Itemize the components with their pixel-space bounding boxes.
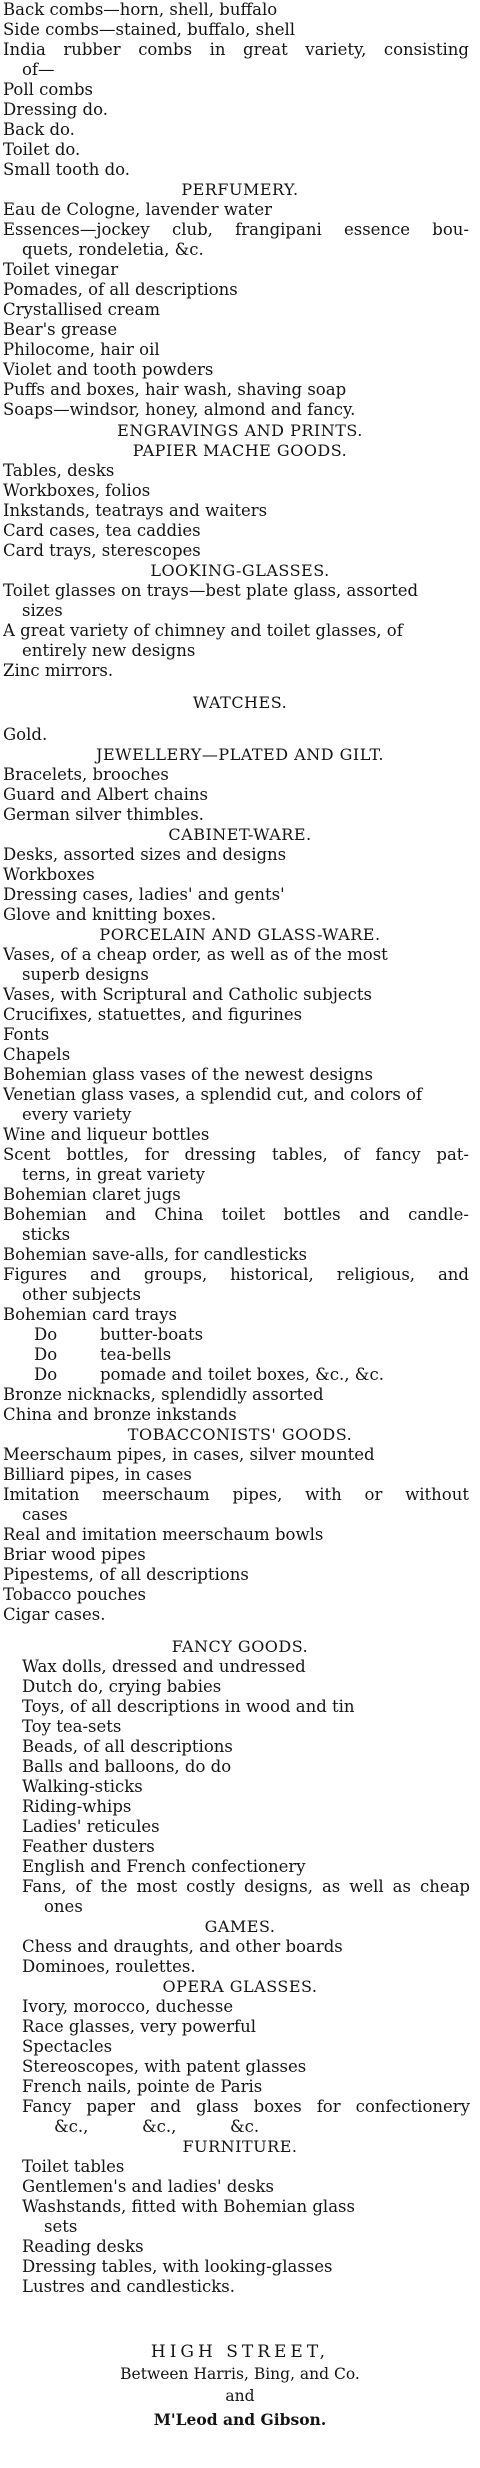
list-item: Vases, with Scriptural and Catholic subjects — [3, 985, 372, 1004]
section-heading-jewellery: JEWELLERY—PLATED AND GILT. — [96, 745, 384, 764]
list-item: every variety — [22, 1105, 132, 1124]
list-item: Venetian glass vases, a splendid cut, and colors of — [3, 1085, 423, 1104]
address-between: Between Harris, Bing, and Co. — [120, 2365, 360, 2383]
list-item: Bracelets, brooches — [3, 765, 169, 784]
list-item: Toilet vinegar — [3, 260, 119, 279]
list-item: Dressing tables, with looking-glasses — [22, 2257, 333, 2276]
list-item: Pipestems, of all descriptions — [3, 1565, 249, 1584]
list-item: Dutch do, crying babies — [22, 1677, 222, 1696]
address-firm: M'Leod and Gibson. — [153, 2410, 327, 2429]
list-item: Small tooth do. — [3, 160, 131, 179]
list-item: Desks, assorted sizes and designs — [3, 845, 287, 864]
list-item: Cigar cases. — [3, 1605, 106, 1624]
list-item: China and bronze inkstands — [3, 1405, 237, 1424]
list-item: Meerschaum pipes, in cases, silver mounted — [3, 1445, 375, 1464]
list-item: Balls and balloons, do do — [22, 1757, 232, 1776]
list-item: Fonts — [3, 1025, 50, 1044]
list-item: Pomades, of all descriptions — [3, 280, 238, 299]
list-item: sticks — [22, 1225, 71, 1244]
etc-mark: &c., — [142, 2117, 177, 2136]
list-item: Stereoscopes, with patent glasses — [22, 2057, 307, 2076]
list-item: Crystallised cream — [3, 300, 161, 319]
list-item: Spectacles — [22, 2037, 113, 2056]
list-item: Toilet do. — [3, 140, 81, 159]
list-item: Ivory, morocco, duchesse — [22, 1997, 234, 2016]
list-item: Eau de Cologne, lavender water — [3, 200, 273, 219]
list-item-text: tea-bells — [100, 1345, 172, 1364]
list-item: other subjects — [22, 1285, 141, 1304]
list-item: Workboxes — [3, 865, 95, 884]
list-item: Gentlemen's and ladies' desks — [22, 2177, 275, 2196]
list-item: Riding-whips — [22, 1797, 132, 1816]
list-item: Bohemian glass vases of the newest designs — [3, 1065, 373, 1084]
list-item: Ladies' reticules — [22, 1817, 160, 1836]
list-item: Toy tea-sets — [22, 1717, 122, 1736]
list-item: Wax dolls, dressed and undressed — [22, 1657, 306, 1676]
section-heading-looking-glasses: LOOKING-GLASSES. — [150, 561, 330, 580]
list-item: Guard and Albert chains — [3, 785, 208, 804]
section-heading-games: GAMES. — [204, 1917, 276, 1936]
list-item: entirely new designs — [22, 641, 196, 660]
section-heading-watches: WATCHES. — [192, 693, 288, 712]
section-heading-papier-mache: PAPIER MACHE GOODS. — [132, 441, 348, 460]
list-item: Philocome, hair oil — [3, 340, 160, 359]
list-item: A great variety of chimney and toilet glasses, of — [3, 621, 403, 640]
list-item — [54, 2117, 480, 2137]
list-item: Bear's grease — [3, 320, 118, 339]
list-item: Tobacco pouches — [3, 1585, 146, 1604]
list-item: India rubber combs in great variety, consisting — [3, 40, 469, 59]
list-item: Toilet glasses on trays—best plate glass, assorted — [3, 581, 419, 600]
ditto-mark: Do — [34, 1325, 58, 1344]
ditto-mark: Do — [34, 1365, 58, 1384]
list-item: Lustres and candlesticks. — [22, 2277, 235, 2296]
list-item: Back combs—horn, shell, buffalo — [3, 0, 278, 19]
list-item: sets — [44, 2217, 78, 2236]
list-item-text: pomade and toilet boxes, &c., &c. — [100, 1365, 384, 1384]
list-item: Dominoes, roulettes. — [22, 1957, 196, 1976]
list-item: Reading desks — [22, 2237, 144, 2256]
list-item: Walking-sticks — [22, 1777, 143, 1796]
etc-mark: &c. — [230, 2117, 260, 2136]
list-item: Dressing cases, ladies' and gents' — [3, 885, 285, 904]
list-item: quets, rondeletia, &c. — [22, 240, 204, 259]
section-heading-perfumery: PERFUMERY. — [181, 180, 299, 199]
list-item: English and French confectionery — [22, 1857, 306, 1876]
list-item-text: butter-boats — [100, 1325, 204, 1344]
list-item: Feather dusters — [22, 1837, 155, 1856]
list-item: Beads, of all descriptions — [22, 1737, 233, 1756]
list-item: Side combs—stained, buffalo, shell — [3, 20, 296, 39]
list-item: Billiard pipes, in cases — [3, 1465, 192, 1484]
list-item: Zinc mirrors. — [3, 661, 114, 680]
list-item: Briar wood pipes — [3, 1545, 146, 1564]
section-heading-fancy-goods: FANCY GOODS. — [171, 1637, 309, 1656]
list-item: sizes — [22, 601, 63, 620]
address-and: and — [225, 2387, 255, 2405]
list-item: Back do. — [3, 120, 75, 139]
list-item: Vases, of a cheap order, as well as of the most — [3, 945, 388, 964]
list-item: German silver thimbles. — [3, 805, 204, 824]
list-item: Imitation meerschaum pipes, with or without — [3, 1485, 469, 1504]
list-item: Real and imitation meerschaum bowls — [3, 1525, 324, 1544]
list-item: Violet and tooth powders — [3, 360, 214, 379]
section-heading-engravings: ENGRAVINGS AND PRINTS. — [117, 421, 363, 440]
list-item — [34, 1325, 470, 1345]
list-item: French nails, pointe de Paris — [22, 2077, 263, 2096]
list-item: Figures and groups, historical, religious, and — [3, 1265, 469, 1284]
list-item: Fans, of the most costly designs, as well as cheap — [22, 1877, 470, 1896]
list-item: Wine and liqueur bottles — [3, 1125, 210, 1144]
list-item — [34, 1345, 470, 1365]
list-item: Scent bottles, for dressing tables, of fancy pat- — [3, 1145, 469, 1164]
section-heading-furniture: FURNITURE. — [182, 2137, 298, 2156]
list-item: Bohemian card trays — [3, 1305, 177, 1324]
list-item — [34, 1365, 470, 1385]
list-item: terns, in great variety — [22, 1165, 205, 1184]
etc-mark: &c., — [54, 2117, 89, 2136]
list-item: cases — [22, 1505, 68, 1524]
list-item: Tables, desks — [3, 461, 115, 480]
list-item: Bronze nicknacks, splendidly assorted — [3, 1385, 324, 1404]
list-item: Inkstands, teatrays and waiters — [3, 501, 268, 520]
list-item: Soaps—windsor, honey, almond and fancy. — [3, 400, 356, 419]
list-item: Gold. — [3, 725, 48, 744]
list-item: Chess and draughts, and other boards — [22, 1937, 343, 1956]
list-item: Card trays, sterescopes — [3, 541, 201, 560]
list-item: Fancy paper and glass boxes for confectionery — [22, 2097, 470, 2116]
list-item: Bohemian save-alls, for candlesticks — [3, 1245, 307, 1264]
list-item: Toilet tables — [22, 2157, 125, 2176]
list-item: Dressing do. — [3, 100, 108, 119]
section-heading-opera-glasses: OPERA GLASSES. — [162, 1977, 318, 1996]
list-item: Glove and knitting boxes. — [3, 905, 217, 924]
list-item: Bohemian claret jugs — [3, 1185, 181, 1204]
section-heading-tobacconists: TOBACCONISTS' GOODS. — [127, 1425, 353, 1444]
section-heading-cabinet-ware: CABINET-WARE. — [168, 825, 312, 844]
section-heading-porcelain: PORCELAIN AND GLASS-WARE. — [99, 925, 381, 944]
list-item: Workboxes, folios — [3, 481, 151, 500]
list-item: Race glasses, very powerful — [22, 2017, 257, 2036]
address-street: HIGH STREET, — [150, 2342, 330, 2362]
list-item: of— — [22, 60, 55, 79]
list-item: Toys, of all descriptions in wood and tin — [22, 1697, 355, 1716]
list-item: superb designs — [22, 965, 149, 984]
list-item: Poll combs — [3, 80, 94, 99]
list-item: Essences—jockey club, frangipani essence bou- — [3, 220, 469, 239]
list-item: Washstands, fitted with Bohemian glass — [22, 2197, 355, 2216]
list-item: Card cases, tea caddies — [3, 521, 201, 540]
list-item: ones — [44, 1897, 83, 1916]
ditto-mark: Do — [34, 1345, 58, 1364]
list-item: Bohemian and China toilet bottles and candle- — [3, 1205, 469, 1224]
list-item: Crucifixes, statuettes, and figurines — [3, 1005, 303, 1024]
list-item: Chapels — [3, 1045, 71, 1064]
list-item: Puffs and boxes, hair wash, shaving soap — [3, 380, 347, 399]
